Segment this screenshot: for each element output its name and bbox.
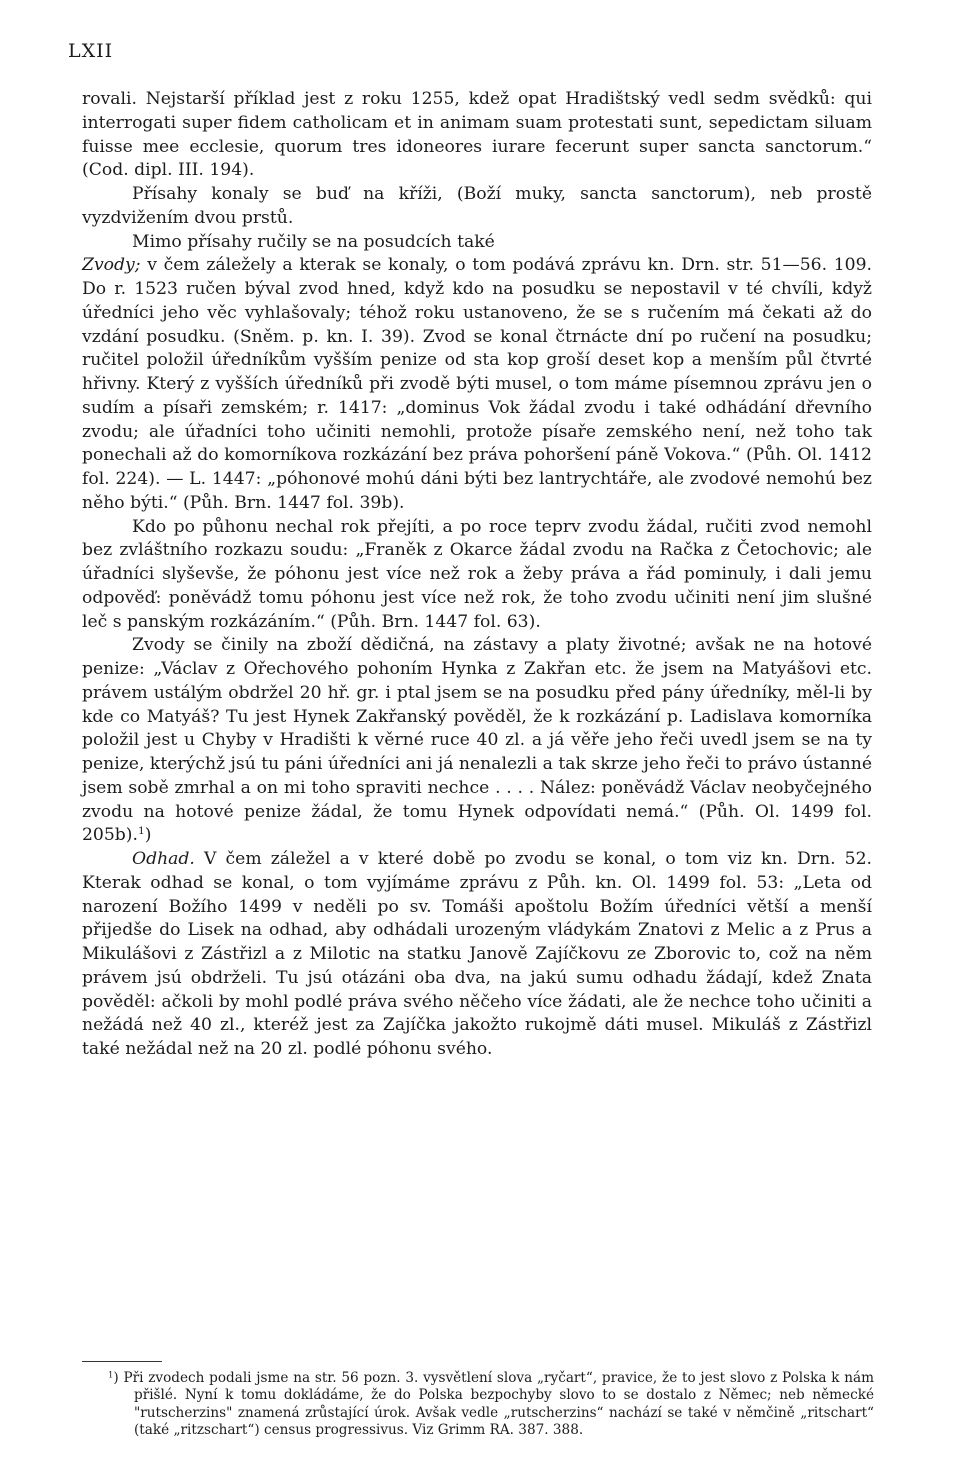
main-text (82, 88, 872, 1062)
paragraph-text: Zvody se činily na zboží dědičná, na zástavy a platy životné; avšak ne na hotové penize: „Václav z Ořechového pohoním Hynka z Zakřan etc. že jsem na Matyášovi etc. právem ustálým obdržel 20 hř. gr. i ptal jsem se na posudku před pány úředníky, měl-li by kde co Matyáš? Tu jest Hynek Zakřanský pověděl, že k rozkázání p. Ladislava komorníka položil jest u Chyby v Hradišti k věrné ruce 40 zl. a já věře jeho řeči uvedl jsem se na ty penize, kterýchž jsú tu páni úředníci ani já nenalezli a tak skrze jeho řeči to právo ústanné jsem sobě zmrhal a on mi toho spraviti nechce . . . . Nález: poněvádž Václav neobyčejného zvodu na hotové penize žádal, že tomu Hynek odpovídati nemá.“ (Půh. Ol. 1499 fol. 205b). (82, 635, 872, 846)
paragraph (82, 848, 872, 1062)
paragraph: Přísahy konaly se buď na kříži, (Boží muky, sancta sanctorum), neb prostě vyzdvižením dvou prstů. (82, 184, 872, 228)
footnote-marker-paren: ) (113, 1370, 119, 1386)
footnote-marker: 1 (108, 1369, 114, 1380)
footnote (108, 1370, 874, 1440)
footnote-reference: 1 (137, 824, 145, 838)
footnotes (108, 1370, 874, 1440)
section-heading-zvody: Zvody; (82, 255, 141, 276)
paragraph-text: V čem záležel a v které době po zvodu se konal, o tom viz kn. Drn. 52. Kterak odhad se konal, o tom vyjímáme zprávu z Půh. kn. Ol. 1499 fol. 53: „Leta od narození Božího 1499 v neděli po sv. Tomáši apoštolu Božím úředníci větší a menší přijedše do Lisek na odhad, aby odhádali urozeným vládykám Znatovi z Melic a z Prus a Mikulášovi z Zástřizl a z Milotic na statku Janově Zajíčkovu ze Zborovic to, což na něm právem jsú obdrželi. Tu jsú otázáni oba dva, na jakú sumu odhadu žádají, kdež Znata pověděl: ačkoli by mohl podlé práva svého něčeho více žádati, ale že nechce toho učiniti a nežádá než 40 zl., kteréž jest za Zajíčka jakožto rukojmě dáti musel. Mikuláš z Zástřizl také nežádal než na 20 zl. podlé póhonu svého. (82, 849, 872, 1059)
footnote-separator (82, 1361, 162, 1362)
paragraph: Kdo po půhonu nechal rok přejíti, a po roce teprv zvodu žádal, ručiti zvod nemohl bez zvláštního rozkazu soudu: „Franěk z Okarce žádal zvodu na Račka z Četochovic; ale úřadníci slyševše, že póhonu jest více než rok a žeby práva a řád pominuly, i dali jemu odpověď: poněvádž tomu póhonu jest více než rok, že toho zvodu učiniti není jim slušné leč s panským rozkázáním.“ (Půh. Brn. 1447 fol. 63). (82, 516, 872, 632)
paragraph-text: v čem záležely a kterak se konaly, o tom podává zprávu kn. Drn. str. 51—56. 109. Do r. 1523 ručen býval zvod hned, když kdo na posudku se nepostavil v té chvíli, když úředníci jeho věc vyhlašovaly; téhož roku ustanoveno, že se s ručením má čekati až do vzdání posudku. (Sněm. p. kn. I. 39). Zvod se konal čtrnácte dní po ručení na posudku; ručitel položil úředníkům vyšším penize od sta kop groší deset kop a menším půl čtvrté hřivny. Který z vyšších úředníků při zvodě býti musel, o tom máme písemnou zprávu jen o sudím a písaři zemském; r. 1417: „dominus Vok žádal zvodu i také odhádání dřevního zvodu; ale úřadníci toho učiniti nemohli, protože písaře zemského není, než toho tak ponechali až do komorníkova rozkázání bez práva pohoršení páně Vokova.“ (Půh. Ol. 1412 fol. 224). — L. 1447: „póhonové mohú dáni býti bez lantrychtáře, ale zvodové nemohú bez něho býti.“ (Půh. Brn. 1447 fol. 39b). (82, 255, 872, 513)
paragraph (82, 254, 872, 515)
paragraph (82, 634, 872, 848)
footnote-reference-paren: ) (144, 825, 152, 846)
section-heading-odhad: Odhad. (132, 849, 195, 869)
footnote-text: Při zvodech podali jsme na str. 56 pozn. 3. vysvětlení slova „ryčart“, pravice, že to jest slovo z Polska k nám přišlé. Nyní k tomu dokládáme, že do Polska bezpochyby slovo to se dostalo z Němec; neb německé "rutscherzins" znamená zrůstající úrok. Avšak vedle „rutscherzins“ nachází se také v němčině „ritschart“ (také „ritzschart“) census progressivus. Viz Grimm RA. 387. 388. (123, 1370, 874, 1439)
page-number: LXII (68, 40, 114, 62)
paragraph: Mimo přísahy ručily se na posudcích také (132, 231, 495, 252)
paragraph: rovali. Nejstarší příklad jest z roku 1255, kdež opat Hradištský vedl sedm svědků: qui interrogati super fidem catholicam et in animam suam protestati sunt, sepedictam siluam fuisse mee ecclesie, quorum tres idoneores iurare fecerunt super sancta sanctorum.“ (Cod. dipl. III. 194). (82, 89, 872, 181)
